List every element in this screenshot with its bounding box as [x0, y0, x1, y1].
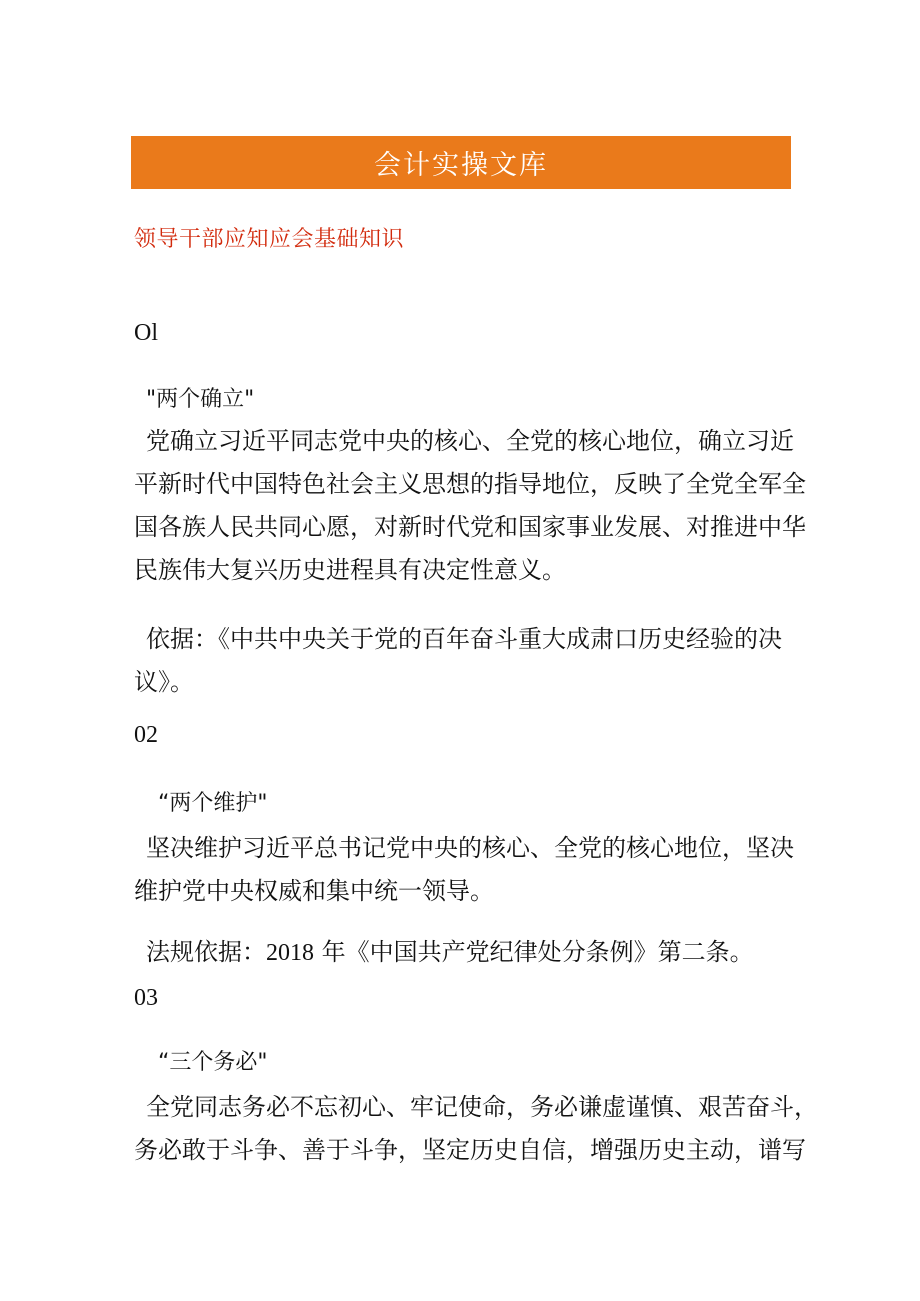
paragraph-line: 民族伟大复兴历史进程具有决定性意义。 — [134, 556, 566, 584]
section-number: 02 — [134, 722, 158, 748]
basis-suffix: 年《中国共产党纪律处分条例》第二条。 — [314, 938, 754, 966]
paragraph-line: 全党同志务必不忘初心、牢记使命，务必谦虚谨慎、艰苦奋斗， — [146, 1093, 818, 1121]
section-paragraph — [134, 827, 814, 913]
header-banner — [131, 136, 791, 189]
paragraph-line: 平新时代中国特色社会主义思想的指导地位，反映了全党全军全 — [134, 470, 806, 498]
section-paragraph — [134, 1086, 818, 1172]
banner-title: 会计实操文库 — [374, 150, 548, 181]
basis-line: 议》。 — [134, 668, 194, 696]
paragraph-line: 坚决维护习近平总书记党中央的核心、全党的核心地位，坚决 — [146, 834, 794, 862]
section-number: 03 — [134, 985, 158, 1011]
section-heading: “两个维护" — [158, 791, 268, 816]
basis-year: 2018 — [266, 940, 314, 966]
section-paragraph — [134, 420, 814, 592]
section-number: Ol — [134, 320, 158, 346]
section-basis — [134, 618, 814, 704]
section-basis — [146, 932, 754, 967]
paragraph-line: 党确立习近平同志党中央的核心、全党的核心地位，确立习近 — [146, 427, 794, 455]
document-subtitle: 领导干部应知应会基础知识 — [134, 227, 405, 252]
paragraph-line: 国各族人民共同心愿，对新时代党和国家事业发展、对推进中华 — [134, 513, 806, 541]
section-heading: “三个务必" — [158, 1050, 268, 1075]
paragraph-line: 务必敢于斗争、善于斗争，坚定历史自信，增强历史主动，谱写 — [134, 1136, 806, 1164]
section-heading: "两个确立" — [146, 387, 255, 412]
basis-line: 依据：《中共中央关于党的百年奋斗重大成肃口历史经验的决 — [146, 625, 782, 653]
basis-prefix: 法规依据： — [146, 938, 266, 966]
paragraph-line: 维护党中央权威和集中统一领导。 — [134, 877, 494, 905]
